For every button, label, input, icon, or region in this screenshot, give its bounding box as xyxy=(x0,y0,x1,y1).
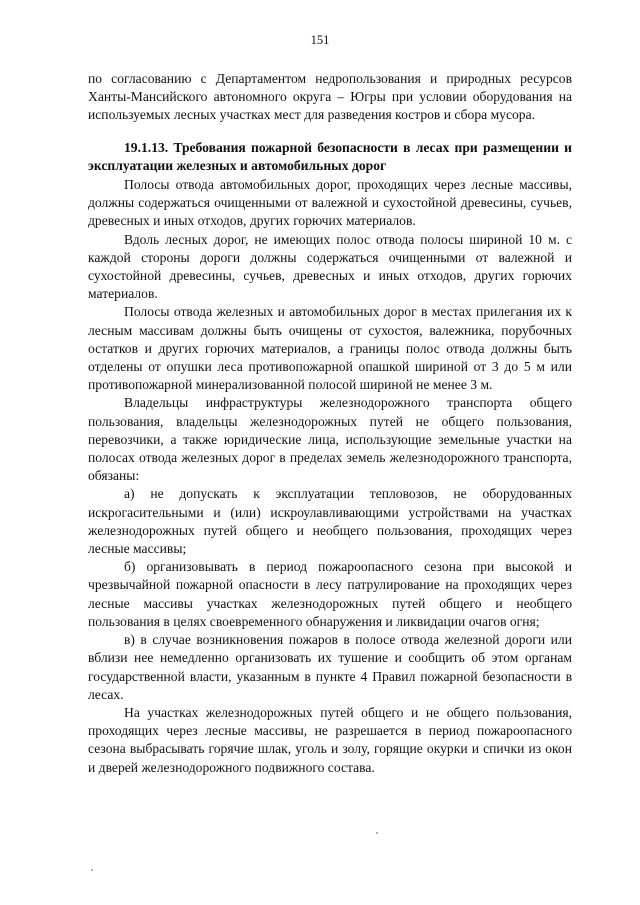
paragraph-railway-owners-obligations: Владельцы инфраструктуры железнодорожного транспорта общего пользования, владельцы железнодорожных путей не общего пользования, перевозчики, а также юридические лица, использующие земельные участки на полосах отвода железных дорог в пределах земель железнодорожного транспорта, обязаны: xyxy=(88,395,572,484)
section-heading: 19.1.13. Требования пожарной безопасности в лесах при размещении и эксплуатации железных и автомобильных дорог xyxy=(88,139,572,173)
paragraph-railway-prohibitions: На участках железнодорожных путей общего и не общего пользования, проходящих через лесные массивы, не разрешается в период пожароопасного сезона выбрасывать горячие шлак, уголь и золу, горящие окурки и спички из окон и дверей железнодорожного подвижного состава. xyxy=(88,704,572,775)
document-body xyxy=(88,70,572,777)
paragraph-right-of-way-clearing: Полосы отвода железных и автомобильных дорог в местах прилегания их к лесным массивам должны быть очищены от сухостоя, валежника, порубочных остатков и других горючих материалов, а границы полос отвода должны быть отделены от опушки леса противопожарной опашкой шириной от 3 до 5 м или противопожарной минерализованной полосой шириной не менее 3 м. xyxy=(88,304,572,393)
page-number: 151 xyxy=(310,33,330,47)
paragraph-forest-roads: Вдоль лесных дорог, не имеющих полос отвода полосы шириной 10 м. с каждой стороны дороги должны содержаться очищенными от валежной и сухостойной древесины, сучьев, древесных и иных отходов, других горючих материалов. xyxy=(88,231,572,302)
list-item-b: б) организовывать в период пожароопасного сезона при высокой и чрезвычайной пожарной опасности в лесу патрулирование на проходящих через лесные массивы участках железнодорожных путей общего и необщего пользования в целях своевременного обнаружения и ликвидации очагов огня; xyxy=(88,559,572,629)
paragraph-continuation: по согласованию с Департаментом недропользования и природных ресурсов Ханты-Мансийского автономного округа – Югры при условии оборудования на используемых лесных участках мест для разведения костров и сбора мусора. xyxy=(88,71,572,123)
paragraph-road-right-of-way: Полосы отвода автомобильных дорог, проходящих через лесные массивы, должны содержаться очищенными от валежной и сухостойной древесины, сучьев, древесных и иных отходов, других горючих материалов. xyxy=(88,177,572,229)
scan-speck xyxy=(91,869,93,871)
list-item-v: в) в случае возникновения пожаров в полосе отвода железной дороги или вблизи нее немедленно организовать их тушение и сообщить об этом органам государственной власти, указанным в пункте 4 Правил пожарной безопасности в лесах. xyxy=(88,632,572,702)
scan-speck xyxy=(376,832,378,834)
list-item-a: а) не допускать к эксплуатации тепловозов, не оборудованных искрогасительными и (или) искроулавливающими устройствами на участках железнодорожных путей общего и необщего пользования, проходящих через лесные массивы; xyxy=(88,486,572,557)
